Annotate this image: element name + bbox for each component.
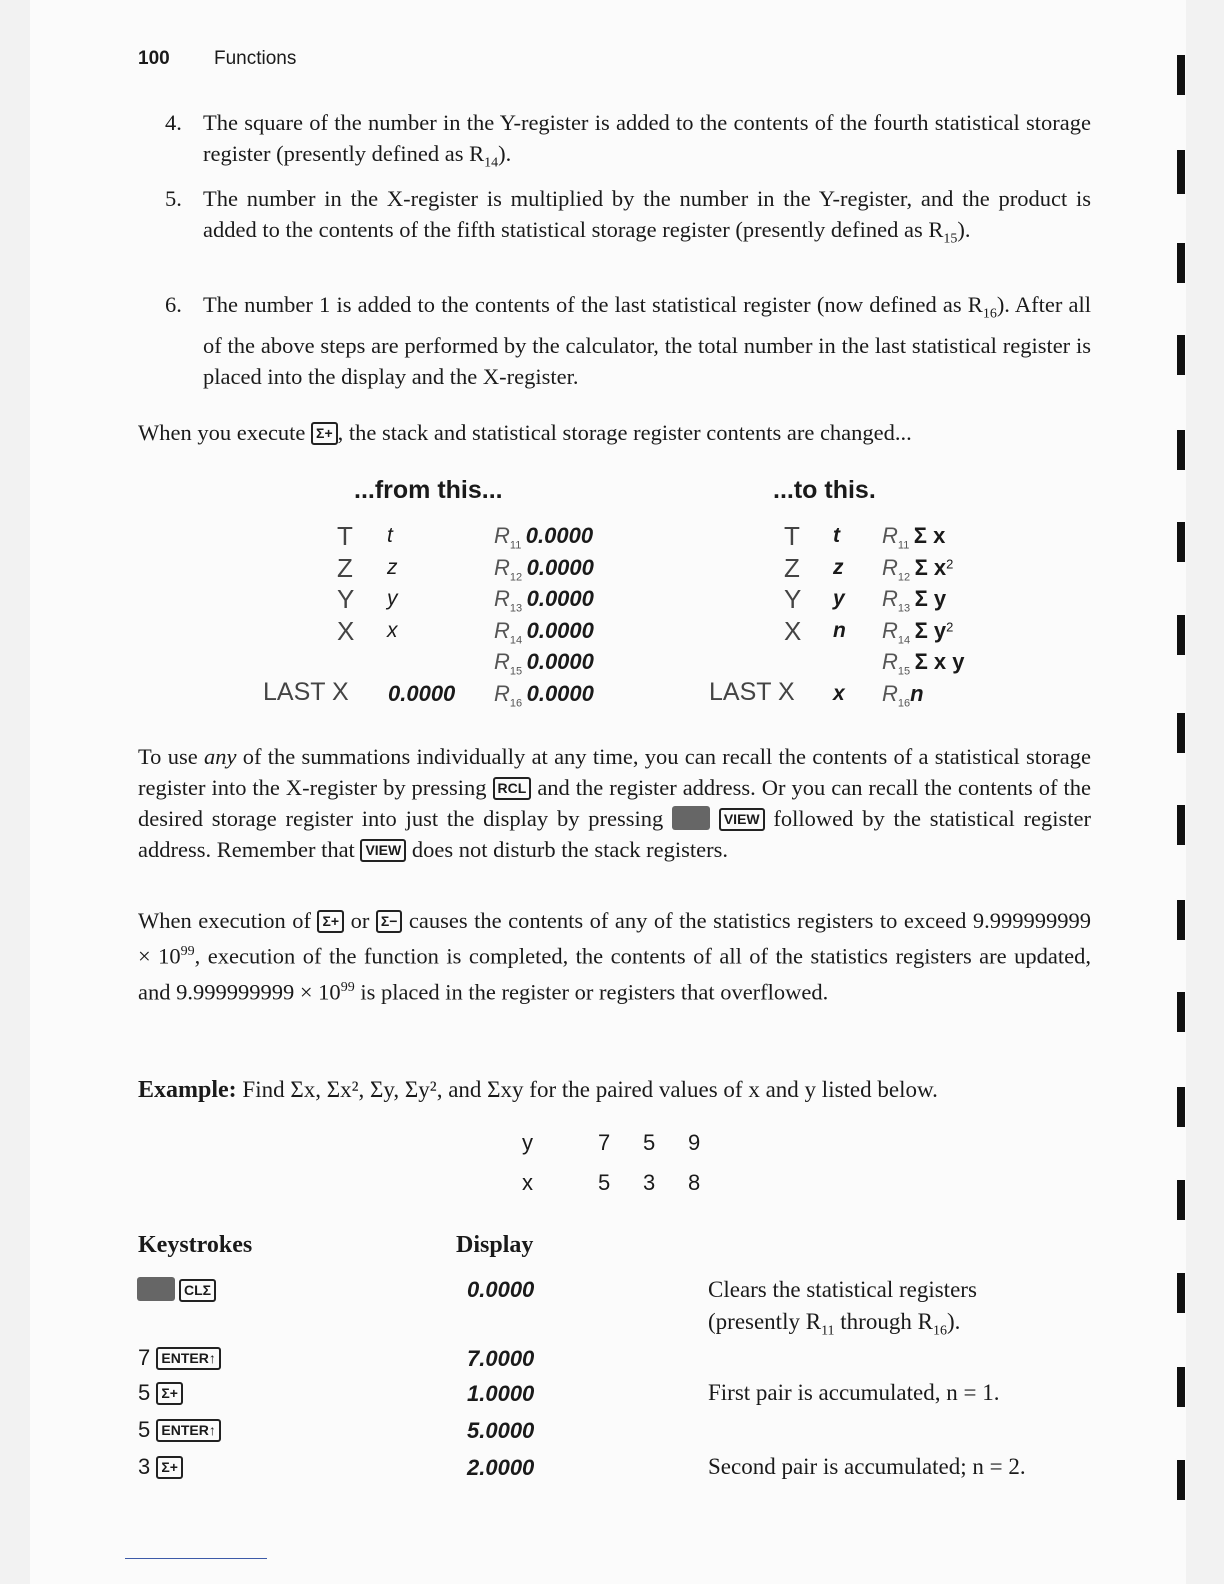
stack-label-x: X xyxy=(784,615,802,646)
page-number: 100 xyxy=(138,48,170,69)
stack-label-t: T xyxy=(784,521,800,551)
list-text: The number 1 is added to the contents of the last statistical register (now defined as R xyxy=(203,292,983,317)
x-value: 3 xyxy=(643,1170,656,1195)
register-name: $R_{14}$ xyxy=(494,617,523,646)
to-lastx-value: x xyxy=(833,682,845,705)
y-value: 5 xyxy=(643,1130,656,1155)
register-row xyxy=(494,555,644,587)
to-title: ...to this. xyxy=(773,476,876,504)
list-text: The number in the X-register is multiplied by the number in the Y-register, and the product is added to the contents of the fifth statistical storage register (presently defined as R xyxy=(203,186,1091,242)
binding-mark xyxy=(1177,243,1185,283)
stack-value: z xyxy=(387,555,398,579)
list-text-end: ). xyxy=(498,141,512,166)
row-description: Second pair is accumulated; n = 2. xyxy=(708,1454,1026,1479)
register-row xyxy=(494,618,644,650)
text: When execution of xyxy=(138,908,311,933)
to-registers xyxy=(882,523,1012,712)
superscript: 99 xyxy=(340,979,355,995)
text: To use xyxy=(138,744,204,769)
register-row: $R_{15}$ Σ x y xyxy=(882,649,965,678)
binding-mark xyxy=(1177,1367,1185,1407)
text: or xyxy=(350,908,370,933)
stack-value: z xyxy=(833,555,844,579)
table-row-keys xyxy=(138,1345,221,1371)
stack-value: x xyxy=(387,618,398,642)
text: causes the contents of any of the statistics registers to exceed 9.999999999 × 10 xyxy=(138,908,1091,969)
table-row-keys xyxy=(138,1417,221,1443)
example-label: Example: xyxy=(138,1077,237,1103)
sigma-minus-key: Σ− xyxy=(376,910,403,933)
rcl-key: RCL xyxy=(493,777,532,800)
example-paragraph xyxy=(138,1074,1091,1106)
list-text-end: ). xyxy=(957,217,971,242)
overflow-paragraph xyxy=(138,905,1091,1007)
enter-key: ENTER↑ xyxy=(156,1419,220,1442)
stack-value: t xyxy=(387,524,393,547)
list-number: 6. xyxy=(165,292,182,317)
register-name: $R_{12}$ xyxy=(494,554,523,583)
to-stack-labels xyxy=(784,521,824,647)
sigma-plus-key: Σ+ xyxy=(156,1456,183,1479)
binding-mark xyxy=(1177,805,1185,845)
digit: 3 xyxy=(138,1454,151,1479)
stack-value: n xyxy=(833,618,846,642)
shift-key xyxy=(137,1277,175,1301)
binding-mark xyxy=(1177,1273,1185,1313)
text: When you execute xyxy=(138,420,306,445)
register-row: $R_{16}n$ xyxy=(882,680,924,709)
section-title: Functions xyxy=(214,48,297,69)
stack-label-y: Y xyxy=(337,584,355,614)
digit: 5 xyxy=(138,1417,151,1442)
list-number: 4. xyxy=(165,110,182,135)
from-stack-labels xyxy=(337,521,377,647)
stack-value: y xyxy=(833,587,845,610)
stack-label-x: X xyxy=(337,615,355,646)
register-name: $R_{13}$ xyxy=(494,586,523,615)
shift-key xyxy=(672,806,710,830)
view-key: VIEW xyxy=(360,839,406,862)
recall-paragraph xyxy=(138,741,1091,865)
text: , execution of the function is completed, the contents of all of the statistics registers are updated, and 9.999999999 × 10 xyxy=(138,943,1091,1004)
execute-paragraph xyxy=(138,417,1091,448)
list-item-6 xyxy=(165,289,1091,392)
display-value: 1.0000 xyxy=(467,1381,535,1406)
stack-label-z: Z xyxy=(784,552,800,583)
keystrokes-header: Keystrokes xyxy=(138,1232,253,1258)
subscript: 16 xyxy=(982,306,997,322)
digit: 5 xyxy=(138,1380,151,1405)
list-item-5 xyxy=(165,183,1091,255)
example-text: Find Σx, Σx², Σy, Σy², and Σxy for the paired values of x and y listed below. xyxy=(242,1077,938,1102)
display-value: 5.0000 xyxy=(467,1418,535,1443)
text: and the register address. Or you can recall the contents of the desired storage register into just the display by pressing xyxy=(138,775,1091,831)
y-value: 9 xyxy=(688,1130,701,1155)
from-lastx-label: LAST X xyxy=(263,678,349,706)
stack-label-z: Z xyxy=(337,552,353,583)
binding-mark xyxy=(1177,55,1185,95)
digit: 7 xyxy=(138,1345,151,1370)
binding-mark xyxy=(1177,1460,1185,1500)
row-description: Clears the statistical registers (presently $R_{11}$ through $R_{16}$). xyxy=(708,1277,977,1339)
text: is placed in the register or registers that overflowed. xyxy=(354,979,829,1004)
binding-mark xyxy=(1177,713,1185,753)
y-label: y xyxy=(522,1130,533,1155)
register-value: 0.0000 xyxy=(526,649,594,674)
sigma-plus-key: Σ+ xyxy=(311,422,338,445)
row-description: First pair is accumulated, n = 1. xyxy=(708,1380,1000,1405)
list-text-end: ). After all of the above steps are performed by the calculator, the total number in the last statistical register is placed into the display and the X-register. xyxy=(203,292,1091,389)
binding-mark xyxy=(1177,430,1185,470)
stack-value: t xyxy=(833,524,840,547)
y-value: 7 xyxy=(598,1130,611,1155)
clear-sigma-key: CLΣ xyxy=(179,1279,216,1302)
enter-key: ENTER↑ xyxy=(156,1347,220,1370)
stack-value: y xyxy=(387,587,398,610)
register-name: $R_{11}$ xyxy=(494,523,522,552)
list-number: 5. xyxy=(165,186,182,211)
register-row: $R_{13}$ Σ y xyxy=(882,586,947,615)
register-value: 0.0000 xyxy=(525,523,594,548)
register-row xyxy=(494,523,644,555)
superscript: 99 xyxy=(180,944,195,959)
footer-rule xyxy=(125,1558,267,1559)
binding-mark xyxy=(1177,522,1185,562)
x-value: 5 xyxy=(598,1170,611,1195)
register-row xyxy=(494,586,644,618)
table-row-keys xyxy=(138,1454,183,1480)
view-key: VIEW xyxy=(719,808,765,831)
table-row-keys xyxy=(137,1277,216,1302)
from-lastx-value: 0.0000 xyxy=(388,681,456,706)
table-row-keys xyxy=(138,1380,183,1406)
list-text: The square of the number in the Y-register is added to the contents of the fourth statistical storage register (presently defined as R xyxy=(203,110,1091,166)
register-value: 0.0000 xyxy=(526,617,594,643)
display-value: 2.0000 xyxy=(467,1455,535,1480)
register-row xyxy=(494,681,644,713)
binding-mark xyxy=(1177,335,1185,375)
register-value: 0.0000 xyxy=(526,680,594,706)
sigma-plus-key: Σ+ xyxy=(317,910,344,933)
to-stack-values xyxy=(833,524,863,650)
x-label: x xyxy=(522,1170,533,1195)
register-row xyxy=(494,649,644,681)
register-value: 0.0000 xyxy=(526,586,594,611)
emphasis: any xyxy=(203,744,237,769)
register-name: $R_{15}$ xyxy=(494,649,523,678)
register-row: $R_{11}$ Σ x xyxy=(882,523,946,552)
from-stack-values xyxy=(387,524,417,650)
register-row: $R_{12}$ Σ $x^2$ xyxy=(882,554,954,583)
sigma-plus-key: Σ+ xyxy=(156,1382,183,1405)
text: followed by the statistical register address. Remember that xyxy=(138,806,1092,862)
register-name: $R_{16}$ xyxy=(494,680,523,709)
display-value: 7.0000 xyxy=(467,1346,535,1371)
binding-mark xyxy=(1177,1180,1185,1220)
from-registers xyxy=(494,523,644,712)
binding-mark xyxy=(1177,900,1185,940)
display-value: 0.0000 xyxy=(467,1277,535,1302)
binding-mark xyxy=(1177,992,1185,1032)
stack-label-y: Y xyxy=(784,584,802,614)
subscript: 15 xyxy=(943,231,958,247)
text: , the stack and statistical storage register contents are changed... xyxy=(337,420,912,445)
binding-mark xyxy=(1177,150,1185,194)
to-lastx-label: LAST X xyxy=(709,678,795,706)
x-value: 8 xyxy=(688,1170,701,1195)
stack-label-t: T xyxy=(337,521,353,551)
text: of the summations individually at any time, you can recall the contents of a statistical storage register into the X-register by pressing xyxy=(138,744,1091,800)
from-title: ...from this... xyxy=(354,476,503,504)
register-value: 0.0000 xyxy=(526,554,594,580)
display-header: Display xyxy=(456,1232,534,1258)
binding-mark xyxy=(1177,1087,1185,1127)
binding-mark xyxy=(1177,615,1185,655)
subscript: 14 xyxy=(484,155,499,171)
list-item-4 xyxy=(165,107,1091,179)
register-row: $R_{14}$ Σ $y^2$ xyxy=(882,617,954,646)
text: does not disturb the stack registers. xyxy=(411,837,729,862)
